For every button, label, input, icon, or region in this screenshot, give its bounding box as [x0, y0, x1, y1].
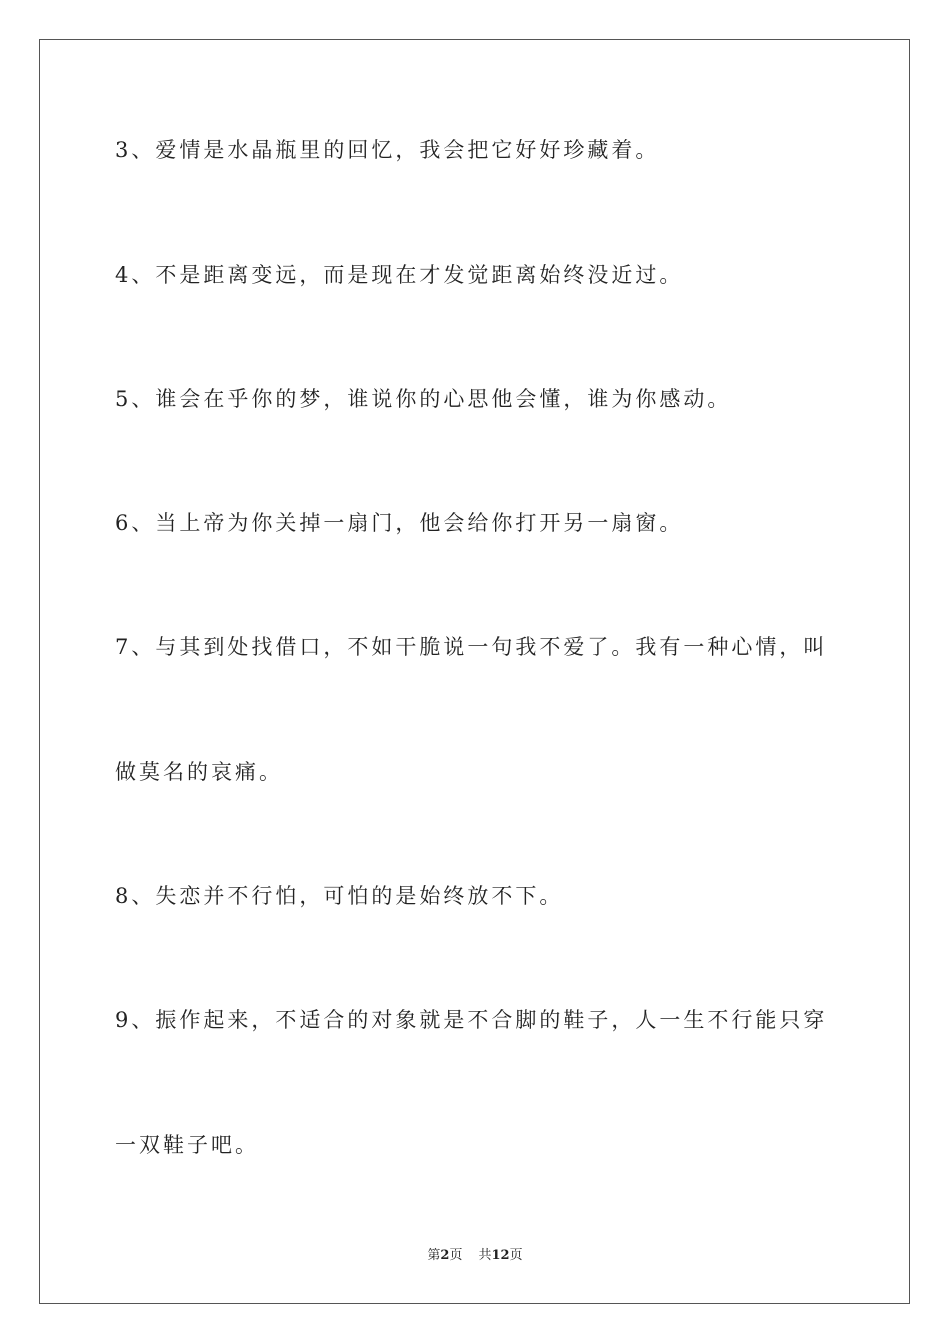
- text-line-item-9: 9、振作起来，不适合的对象就是不合脚的鞋子，人一生不行能只穿: [115, 1008, 828, 1032]
- footer-total-prefix: 共: [478, 1248, 492, 1263]
- text-line-item-7-continued: 做莫名的哀痛。: [115, 760, 283, 784]
- page-border: [39, 39, 910, 1304]
- footer-page-number: 2: [440, 1248, 450, 1263]
- page-footer: [0, 1246, 950, 1266]
- text-line-item-4: 4、不是距离变远，而是现在才发觉距离始终没近过。: [115, 263, 684, 287]
- footer-page-prefix: 第: [427, 1248, 441, 1263]
- text-line-item-7: 7、与其到处找借口，不如干脆说一句我不爱了。我有一种心情，叫: [115, 635, 828, 659]
- text-line-item-5: 5、谁会在乎你的梦，谁说你的心思他会懂，谁为你感动。: [115, 387, 732, 411]
- footer-total-suffix: 页: [509, 1248, 523, 1263]
- text-line-item-6: 6、当上帝为你关掉一扇门，他会给你打开另一扇窗。: [115, 511, 684, 535]
- text-line-item-3: 3、爱情是水晶瓶里的回忆，我会把它好好珍藏着。: [115, 138, 660, 162]
- text-line-item-9-continued: 一双鞋子吧。: [115, 1133, 259, 1157]
- footer-page-suffix: 页: [449, 1248, 463, 1263]
- footer-total-pages: 12: [491, 1248, 510, 1263]
- text-line-item-8: 8、失恋并不行怕，可怕的是始终放不下。: [115, 884, 564, 908]
